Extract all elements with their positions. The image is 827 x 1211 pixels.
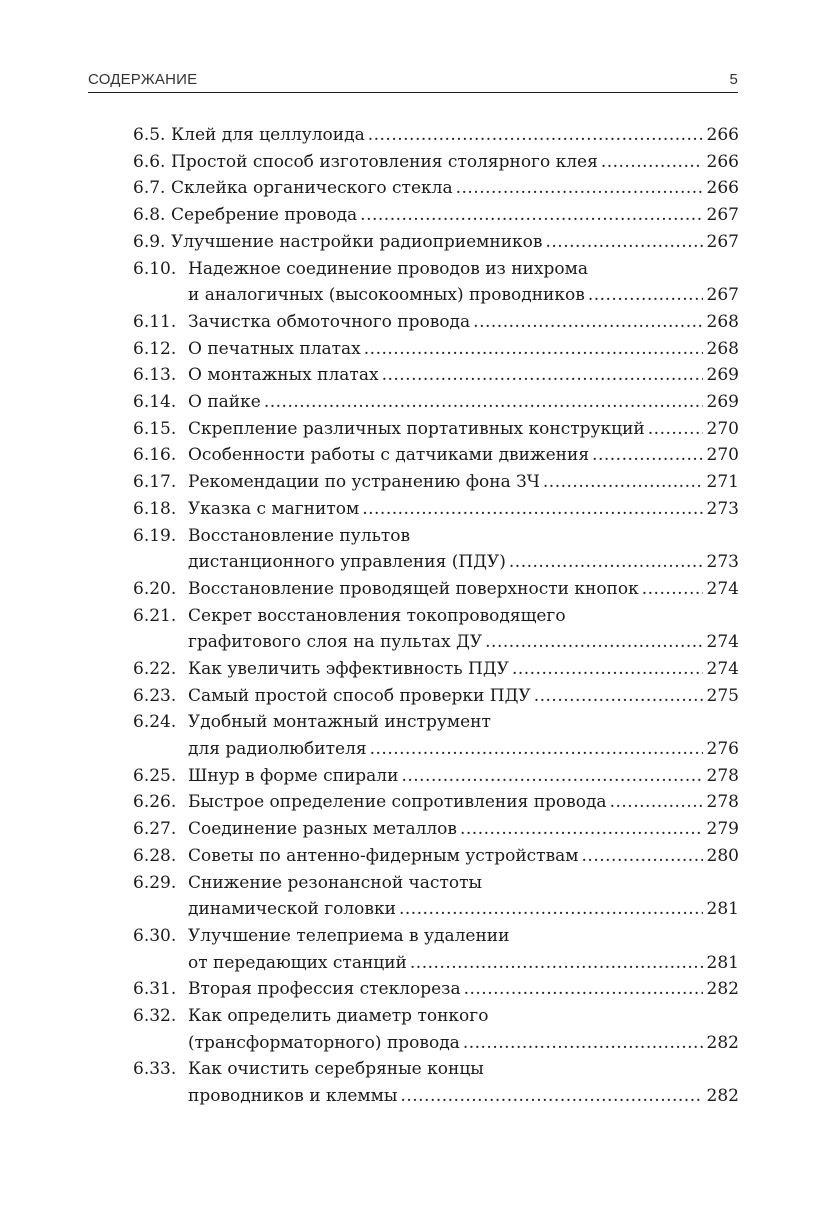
toc-entry-page-number: 282: [706, 1032, 739, 1053]
toc-entry-body: [171, 122, 739, 149]
toc-entry-last-line: [171, 202, 739, 229]
running-header-title: СОДЕРЖАНИЕ: [88, 71, 198, 88]
toc-entry-page-number: 266: [706, 125, 739, 145]
toc-entry-last-line: [188, 576, 739, 603]
toc-entry-title-line: Рекомендации по устранению фона ЗЧ: [188, 472, 540, 493]
toc-entry-body: [188, 442, 739, 469]
toc-entry-body: [188, 416, 739, 443]
dot-leader: [460, 816, 703, 843]
toc-entry-title-line: Как определить диаметр тонкого: [188, 1006, 489, 1027]
dot-leader: [382, 362, 703, 389]
toc-entry: [133, 256, 739, 309]
toc-entry-body: [188, 976, 739, 1003]
toc-entry-number: 6.9.: [133, 231, 166, 252]
dot-leader: [642, 576, 703, 603]
toc-entry-number: 6.27.: [133, 819, 177, 840]
dot-leader: [410, 950, 703, 977]
toc-entry: [133, 683, 739, 710]
toc-entry-title-line: О пайке: [188, 392, 261, 412]
toc-entry-title-line: Клей для целлулоида: [171, 125, 365, 145]
toc-entry-last-line: [188, 789, 739, 816]
toc-entry: [133, 870, 739, 923]
toc-entry-page-number: 281: [706, 952, 739, 973]
toc-entry-body: [171, 229, 739, 256]
dot-leader: [610, 789, 703, 816]
toc-entry-number: 6.5.: [133, 125, 166, 145]
dot-leader: [473, 309, 702, 336]
toc-entry-title-line: от передающих станций: [188, 952, 407, 973]
dot-leader: [601, 149, 703, 176]
toc-entry-last-line: [188, 629, 739, 656]
toc-entry-title-line: Особенности работы с датчиками движения: [188, 445, 590, 466]
toc-entry-body: [188, 256, 739, 309]
toc-entry: [133, 175, 739, 202]
toc-entry-last-line: [188, 442, 739, 469]
toc-entry-title-line: проводников и клеммы: [188, 1086, 398, 1107]
toc-entry-title-line: Шнур в форме спирали: [188, 765, 399, 786]
toc-entry-number: 6.12.: [133, 338, 177, 359]
toc-entry: [133, 816, 739, 843]
toc-entry-page-number: 276: [706, 739, 739, 760]
toc-entry-body: [188, 309, 739, 336]
toc-entry-page-number: 273: [706, 552, 739, 573]
toc-entry-page-number: 279: [706, 819, 739, 840]
toc-entry-last-line: [171, 122, 739, 149]
toc-entry-title-line: Зачистка обмоточного провода: [188, 311, 471, 332]
toc-entry-title-line: (трансформаторного) провода: [188, 1032, 460, 1053]
table-of-contents: [133, 122, 739, 1110]
toc-entry-page-number: 268: [706, 311, 739, 332]
toc-entry-title-line: Серебрение провода: [171, 205, 358, 226]
toc-entry-last-line: [188, 389, 739, 416]
toc-entry-last-line: [188, 469, 739, 496]
dot-leader: [400, 1083, 702, 1110]
toc-entry-last-line: [171, 229, 739, 256]
toc-entry-page-number: 267: [706, 231, 739, 252]
toc-entry: [133, 149, 739, 176]
toc-entry: [133, 656, 739, 683]
toc-entry: [133, 416, 739, 443]
dot-leader: [360, 202, 702, 229]
toc-entry-number: 6.32.: [133, 1006, 177, 1027]
toc-entry: [133, 603, 739, 656]
toc-entry: [133, 923, 739, 976]
toc-entry-number: 6.23.: [133, 685, 177, 706]
toc-entry-last-line: [188, 309, 739, 336]
toc-entry-last-line: [188, 656, 739, 683]
toc-entry-number: 6.8.: [133, 205, 166, 226]
toc-entry-title-line: Улучшение телеприема в удалении: [188, 925, 510, 946]
toc-entry: [133, 122, 739, 149]
toc-entry-title-line: Удобный монтажный инструмент: [188, 712, 491, 733]
dot-leader: [592, 442, 703, 469]
toc-entry-title-line: Простой способ изготовления столярного клея: [171, 151, 598, 172]
toc-entry-body: [188, 336, 739, 363]
toc-entry-title-line: О монтажных платах: [188, 365, 379, 386]
toc-entry-body: [188, 362, 739, 389]
toc-entry-last-line: [188, 549, 739, 576]
toc-entry-body: [188, 870, 739, 923]
toc-entry-page-number: 270: [706, 418, 739, 439]
toc-entry-body: [188, 1056, 739, 1109]
dot-leader: [588, 282, 703, 309]
toc-entry-body: [188, 843, 739, 870]
dot-leader: [364, 336, 703, 363]
dot-leader: [401, 763, 702, 790]
toc-entry-page-number: 275: [706, 685, 739, 706]
toc-entry-title-line: Быстрое определение сопротивления провода: [188, 792, 607, 813]
toc-entry-page-number: 273: [706, 498, 739, 519]
toc-entry-number: 6.29.: [133, 872, 177, 893]
toc-entry: [133, 709, 739, 762]
toc-entry-page-number: 269: [706, 392, 739, 412]
toc-entry-body: [188, 816, 739, 843]
toc-entry-last-line: [188, 976, 739, 1003]
toc-entry: [133, 442, 739, 469]
dot-leader: [464, 976, 703, 1003]
toc-entry: [133, 469, 739, 496]
toc-entry-body: [188, 683, 739, 710]
toc-entry-title-line: Советы по антенно-фидерным устройствам: [188, 845, 579, 866]
toc-entry-title-line: для радиолюбителя: [188, 739, 367, 760]
toc-entry-number: 6.26.: [133, 792, 177, 813]
toc-entry-page-number: 280: [706, 845, 739, 866]
toc-entry-body: [188, 389, 739, 416]
toc-entry-number: 6.25.: [133, 765, 177, 786]
dot-leader: [534, 683, 703, 710]
running-header: [88, 70, 738, 93]
toc-entry-last-line: [188, 896, 739, 923]
toc-entry: [133, 362, 739, 389]
toc-entry-last-line: [188, 282, 739, 309]
toc-entry-body: [188, 923, 739, 976]
toc-entry-page-number: 266: [706, 178, 739, 199]
toc-entry-number: 6.20.: [133, 578, 177, 599]
toc-entry-page-number: 268: [706, 338, 739, 359]
toc-entry: [133, 1003, 739, 1056]
toc-entry-last-line: [188, 336, 739, 363]
toc-entry-page-number: 269: [706, 365, 739, 386]
toc-entry-number: 6.14.: [133, 392, 177, 412]
toc-entry-title-line: О печатных платах: [188, 338, 361, 359]
dot-leader: [648, 416, 703, 443]
toc-entry-number: 6.6.: [133, 151, 166, 172]
toc-entry-body: [188, 469, 739, 496]
toc-entry-last-line: [188, 416, 739, 443]
toc-entry-number: 6.17.: [133, 472, 177, 493]
toc-entry-page-number: 267: [706, 285, 739, 306]
toc-entry: [133, 202, 739, 229]
toc-entry-number: 6.15.: [133, 418, 177, 439]
toc-entry-last-line: [188, 496, 739, 523]
toc-entry-title-line: Надежное соединение проводов из нихрома: [188, 258, 588, 279]
toc-entry-number: 6.21.: [133, 605, 177, 626]
toc-entry-page-number: 271: [706, 472, 739, 493]
toc-entry-number: 6.24.: [133, 712, 177, 733]
dot-leader: [463, 1030, 703, 1057]
dot-leader: [485, 629, 702, 656]
dot-leader: [368, 122, 703, 149]
toc-entry: [133, 309, 739, 336]
dot-leader: [370, 736, 703, 763]
toc-entry-body: [188, 656, 739, 683]
toc-entry-title-line: дистанционного управления (ПДУ): [188, 552, 506, 573]
toc-entry-number: 6.28.: [133, 845, 177, 866]
toc-entry-title-line: динамической головки: [188, 899, 396, 920]
toc-entry: [133, 1056, 739, 1109]
toc-entry-body: [171, 202, 739, 229]
toc-entry-number: 6.30.: [133, 925, 177, 946]
toc-entry-title-line: Восстановление пультов: [188, 525, 411, 546]
toc-entry-body: [188, 1003, 739, 1056]
toc-entry-body: [188, 763, 739, 790]
toc-entry-title-line: Скрепление различных портативных конструкций: [188, 418, 645, 439]
toc-entry-number: 6.22.: [133, 658, 177, 679]
toc-entry: [133, 763, 739, 790]
toc-entry-last-line: [188, 1083, 739, 1110]
toc-entry-last-line: [188, 683, 739, 710]
toc-entry-title-line: Соединение разных металлов: [188, 819, 457, 840]
toc-entry-title-line: Снижение резонансной частоты: [188, 872, 483, 893]
toc-entry-title-line: и аналогичных (высокоомных) проводников: [188, 285, 585, 306]
toc-entry-body: [188, 789, 739, 816]
dot-leader: [509, 549, 703, 576]
toc-entry: [133, 576, 739, 603]
toc-entry: [133, 976, 739, 1003]
toc-entry-title-line: Склейка органического стекла: [171, 178, 453, 199]
toc-entry-page-number: 266: [706, 151, 739, 172]
dot-leader: [362, 496, 702, 523]
toc-entry-title-line: Секрет восстановления токопроводящего: [188, 605, 566, 626]
toc-entry-title-line: Как увеличить эффективность ПДУ: [188, 658, 509, 679]
toc-entry-last-line: [188, 816, 739, 843]
toc-entry-last-line: [188, 736, 739, 763]
toc-entry-title-line: графитового слоя на пультах ДУ: [188, 632, 483, 653]
toc-entry-number: 6.13.: [133, 365, 177, 386]
toc-entry-number: 6.7.: [133, 178, 166, 199]
dot-leader: [546, 229, 703, 256]
toc-entry-page-number: 282: [706, 1086, 739, 1107]
toc-entry-page-number: 274: [706, 578, 739, 599]
toc-entry-body: [188, 603, 739, 656]
toc-entry-page-number: 270: [706, 445, 739, 466]
toc-entry: [133, 229, 739, 256]
dot-leader: [512, 656, 703, 683]
toc-entry-title-line: Вторая профессия стеклореза: [188, 979, 461, 1000]
toc-entry: [133, 523, 739, 576]
toc-entry-number: 6.10.: [133, 258, 177, 279]
toc-entry: [133, 843, 739, 870]
dot-leader: [543, 469, 703, 496]
toc-entry-last-line: [188, 950, 739, 977]
toc-entry-title-line: Указка с магнитом: [188, 498, 360, 519]
toc-entry-last-line: [171, 149, 739, 176]
toc-entry-number: 6.19.: [133, 525, 177, 546]
running-header-page-number: 5: [729, 71, 738, 88]
dot-leader: [399, 896, 703, 923]
toc-entry: [133, 389, 739, 416]
toc-entry-body: [188, 496, 739, 523]
toc-entry-number: 6.31.: [133, 979, 177, 1000]
toc-entry-body: [171, 149, 739, 176]
toc-entry-number: 6.18.: [133, 498, 177, 519]
dot-leader: [264, 389, 703, 416]
toc-entry-page-number: 278: [706, 792, 739, 813]
toc-entry-page-number: 282: [706, 979, 739, 1000]
toc-entry-last-line: [188, 843, 739, 870]
toc-entry-last-line: [188, 362, 739, 389]
toc-entry-title-line: Улучшение настройки радиоприемников: [171, 231, 543, 252]
toc-entry-body: [188, 709, 739, 762]
toc-entry-last-line: [188, 1030, 739, 1057]
toc-entry-page-number: 274: [706, 632, 739, 653]
toc-entry-number: 6.16.: [133, 445, 177, 466]
dot-leader: [582, 843, 703, 870]
toc-entry-page-number: 267: [706, 205, 739, 226]
toc-entry-page-number: 281: [706, 899, 739, 920]
toc-entry-body: [188, 523, 739, 576]
toc-entry-title-line: Самый простой способ проверки ПДУ: [188, 685, 531, 706]
toc-entry-page-number: 278: [706, 765, 739, 786]
toc-entry-body: [188, 576, 739, 603]
toc-entry-body: [171, 175, 739, 202]
toc-entry: [133, 336, 739, 363]
toc-entry: [133, 789, 739, 816]
toc-entry-page-number: 274: [706, 658, 739, 679]
toc-entry-title-line: Как очистить серебряные концы: [188, 1059, 484, 1080]
toc-entry-number: 6.11.: [133, 311, 177, 332]
toc-entry-last-line: [171, 175, 739, 202]
toc-entry-last-line: [188, 763, 739, 790]
toc-entry-title-line: Восстановление проводящей поверхности кнопок: [188, 578, 639, 599]
toc-entry: [133, 496, 739, 523]
dot-leader: [456, 175, 703, 202]
toc-entry-number: 6.33.: [133, 1059, 177, 1080]
